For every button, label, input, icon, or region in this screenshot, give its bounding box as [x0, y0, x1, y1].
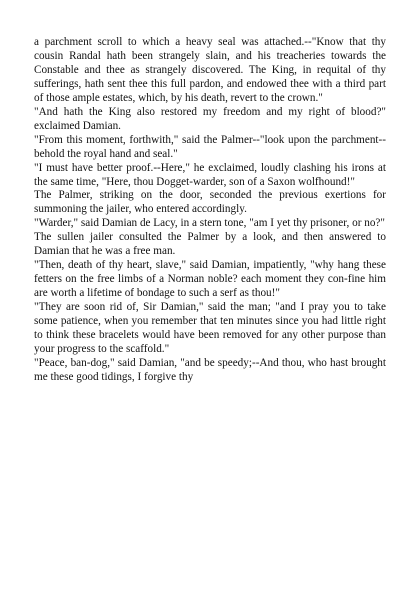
paragraph-5: The Palmer, striking on the door, seconded the previous exertions for summoning the jailer, who entered accordingly.	[34, 189, 386, 216]
paragraph-10: "Peace, ban-dog," said Damian, "and be speedy;--And thou, who hast brought me these good tidings, I forgive thy	[34, 356, 386, 383]
paragraph-7: The sullen jailer consulted the Palmer by a look, and then answered to Damian that he was a free man.	[34, 231, 386, 258]
paragraph-1: a parchment scroll to which a heavy seal was attached.--"Know that thy cousin Randal hath been strangely slain, and his treacheries towards the Constable and thee as strangely discovered. The King, in requital of thy sufferings, hath sent thee this full pardon, and endowed thee with a third part of those ample estates, which, by his death, revert to the crown."	[34, 36, 386, 104]
paragraph-9: "They are soon rid of, Sir Damian," said the man; "and I pray you to take some patience, when you remember that ten minutes since you had little right to think these bracelets would have been removed for any other purpose than your progress to the scaffold."	[34, 301, 386, 355]
paragraph-8: "Then, death of thy heart, slave," said Damian, impatiently, "why hang these fetters on the free limbs of a Norman noble? each moment they con-fine him are worth a lifetime of bondage to such a serf as thou!"	[34, 259, 386, 300]
paragraph-6: "Warder," said Damian de Lacy, in a stern tone, "am I yet thy prisoner, or no?"	[34, 217, 385, 230]
paragraph-2: "And hath the King also restored my freedom and my right of blood?" exclaimed Damian.	[34, 105, 386, 132]
paragraph-4: "I must have better proof.--Here," he exclaimed, loudly clashing his irons at the same time, "Here, thou Dogget-warder, son of a Saxon wolfhound!"	[34, 161, 386, 188]
paragraph-3: "From this moment, forthwith," said the Palmer--"look upon the parchment--behold the royal hand and seal."	[34, 133, 386, 160]
page-text	[34, 36, 386, 385]
